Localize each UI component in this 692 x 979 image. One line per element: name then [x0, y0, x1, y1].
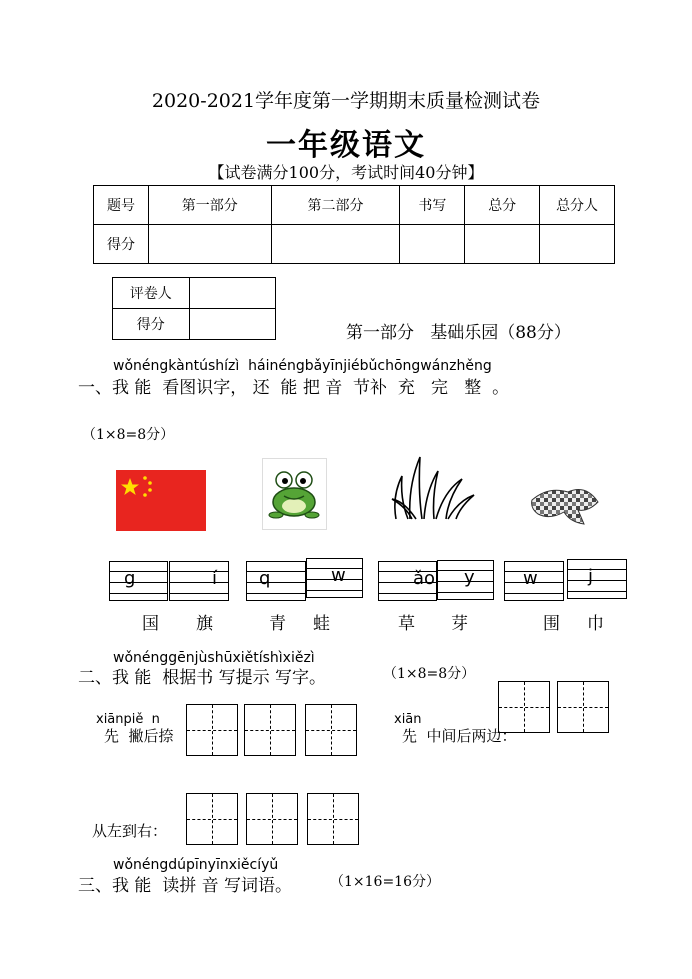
- rule2-text: 先 中间后两边：: [402, 727, 517, 745]
- exam-header-title: 2020-2021学年度第一学期期末质量检测试卷: [151, 90, 541, 112]
- grass-sprout-image: [386, 451, 478, 521]
- pinyin-box[interactable]: [504, 561, 564, 601]
- pinyin-box[interactable]: [437, 560, 494, 600]
- header-cell: 总分人: [540, 186, 615, 225]
- rule3-text: 从左到右：: [92, 822, 168, 840]
- writing-grid[interactable]: [246, 793, 298, 845]
- pinyin-box-text: ǎo: [413, 568, 436, 589]
- section2-score: （1×8=8分）: [383, 666, 476, 682]
- writing-grid[interactable]: [244, 704, 296, 756]
- pinyin-box[interactable]: [306, 558, 363, 598]
- pinyin-box[interactable]: [169, 561, 229, 601]
- word-char: 旗: [196, 614, 213, 634]
- pinyin-box-text: í: [212, 568, 218, 589]
- pinyin-box-text: w: [331, 565, 346, 586]
- score-row-label: 得分: [94, 225, 149, 264]
- writing-grid[interactable]: [186, 704, 238, 756]
- writing-grid[interactable]: [305, 704, 357, 756]
- pinyin-box[interactable]: [246, 561, 306, 601]
- grader-score-cell[interactable]: [189, 309, 275, 340]
- part1-title: 第一部分 基础乐园（88分）: [346, 323, 571, 343]
- rule1-text: 先 撇后捺: [104, 727, 174, 745]
- section2-instruction: 二、我 能 根据书 写提示 写字。: [78, 668, 327, 688]
- header-cell: 第二部分: [271, 186, 400, 225]
- writing-grid[interactable]: [186, 793, 238, 845]
- header-cell: 总分: [465, 186, 540, 225]
- pinyin-box[interactable]: [567, 559, 627, 599]
- pinyin-box-text: w: [523, 568, 538, 589]
- word-char: 草: [398, 614, 415, 634]
- score-cell[interactable]: [400, 225, 465, 264]
- word-char: 青: [269, 614, 286, 634]
- writing-grid[interactable]: [307, 793, 359, 845]
- score-table-header-row: [94, 186, 615, 225]
- grader-label: 评卷人: [113, 278, 190, 309]
- exam-info: 【试卷满分100分，考试时间40分钟】: [208, 163, 484, 182]
- word-char: 蛙: [313, 614, 330, 634]
- section1-score: （1×8=8分）: [82, 427, 175, 443]
- grader-score-label: 得分: [113, 309, 190, 340]
- word-char: 围: [543, 614, 560, 634]
- word-char: 巾: [587, 614, 604, 634]
- section1-pinyin: wǒnéngkàntúshízì háinéngbǎyīnjiébǔchōngwánzhěng: [113, 358, 492, 374]
- writing-grid[interactable]: [557, 681, 609, 733]
- chinese-flag-image: [116, 470, 206, 531]
- word-char: 芽: [451, 614, 468, 634]
- grader-table: [112, 277, 276, 340]
- score-cell[interactable]: [540, 225, 615, 264]
- score-cell[interactable]: [465, 225, 540, 264]
- header-cell: 题号: [94, 186, 149, 225]
- rule2-pinyin: xiān: [394, 712, 422, 727]
- section3-instruction: 三、我 能 读拼 音 写词语。: [78, 876, 293, 896]
- section3-score: （1×16=16分）: [330, 874, 440, 890]
- frog-image: [262, 458, 327, 530]
- header-cell: 书写: [400, 186, 465, 225]
- pinyin-box-text: j: [588, 566, 594, 587]
- section3-pinyin: wǒnéngdúpīnyīnxiěcíyǔ: [113, 857, 279, 873]
- score-cell[interactable]: [148, 225, 271, 264]
- subject-title: 一年级语文: [266, 128, 426, 163]
- pinyin-box-text: q: [259, 568, 271, 589]
- word-char: 国: [142, 614, 159, 634]
- score-table: [93, 185, 615, 264]
- pinyin-box[interactable]: [378, 561, 437, 601]
- section2-pinyin: wǒnénggēnjùshūxiětíshìxiězì: [113, 650, 315, 666]
- rule1-pinyin: xiānpiě n: [96, 712, 160, 727]
- pinyin-box-text: g: [124, 568, 136, 589]
- pinyin-box[interactable]: [109, 561, 168, 601]
- score-cell[interactable]: [271, 225, 400, 264]
- score-table-score-row: [94, 225, 615, 264]
- header-cell: 第一部分: [148, 186, 271, 225]
- grader-cell[interactable]: [189, 278, 275, 309]
- writing-grid[interactable]: [498, 681, 550, 733]
- pinyin-box-text: y: [464, 567, 475, 588]
- section1-instruction: 一、我 能 看图识字， 还 能 把 音 节补 充 完 整 。: [78, 378, 510, 398]
- scarf-image: [528, 482, 600, 528]
